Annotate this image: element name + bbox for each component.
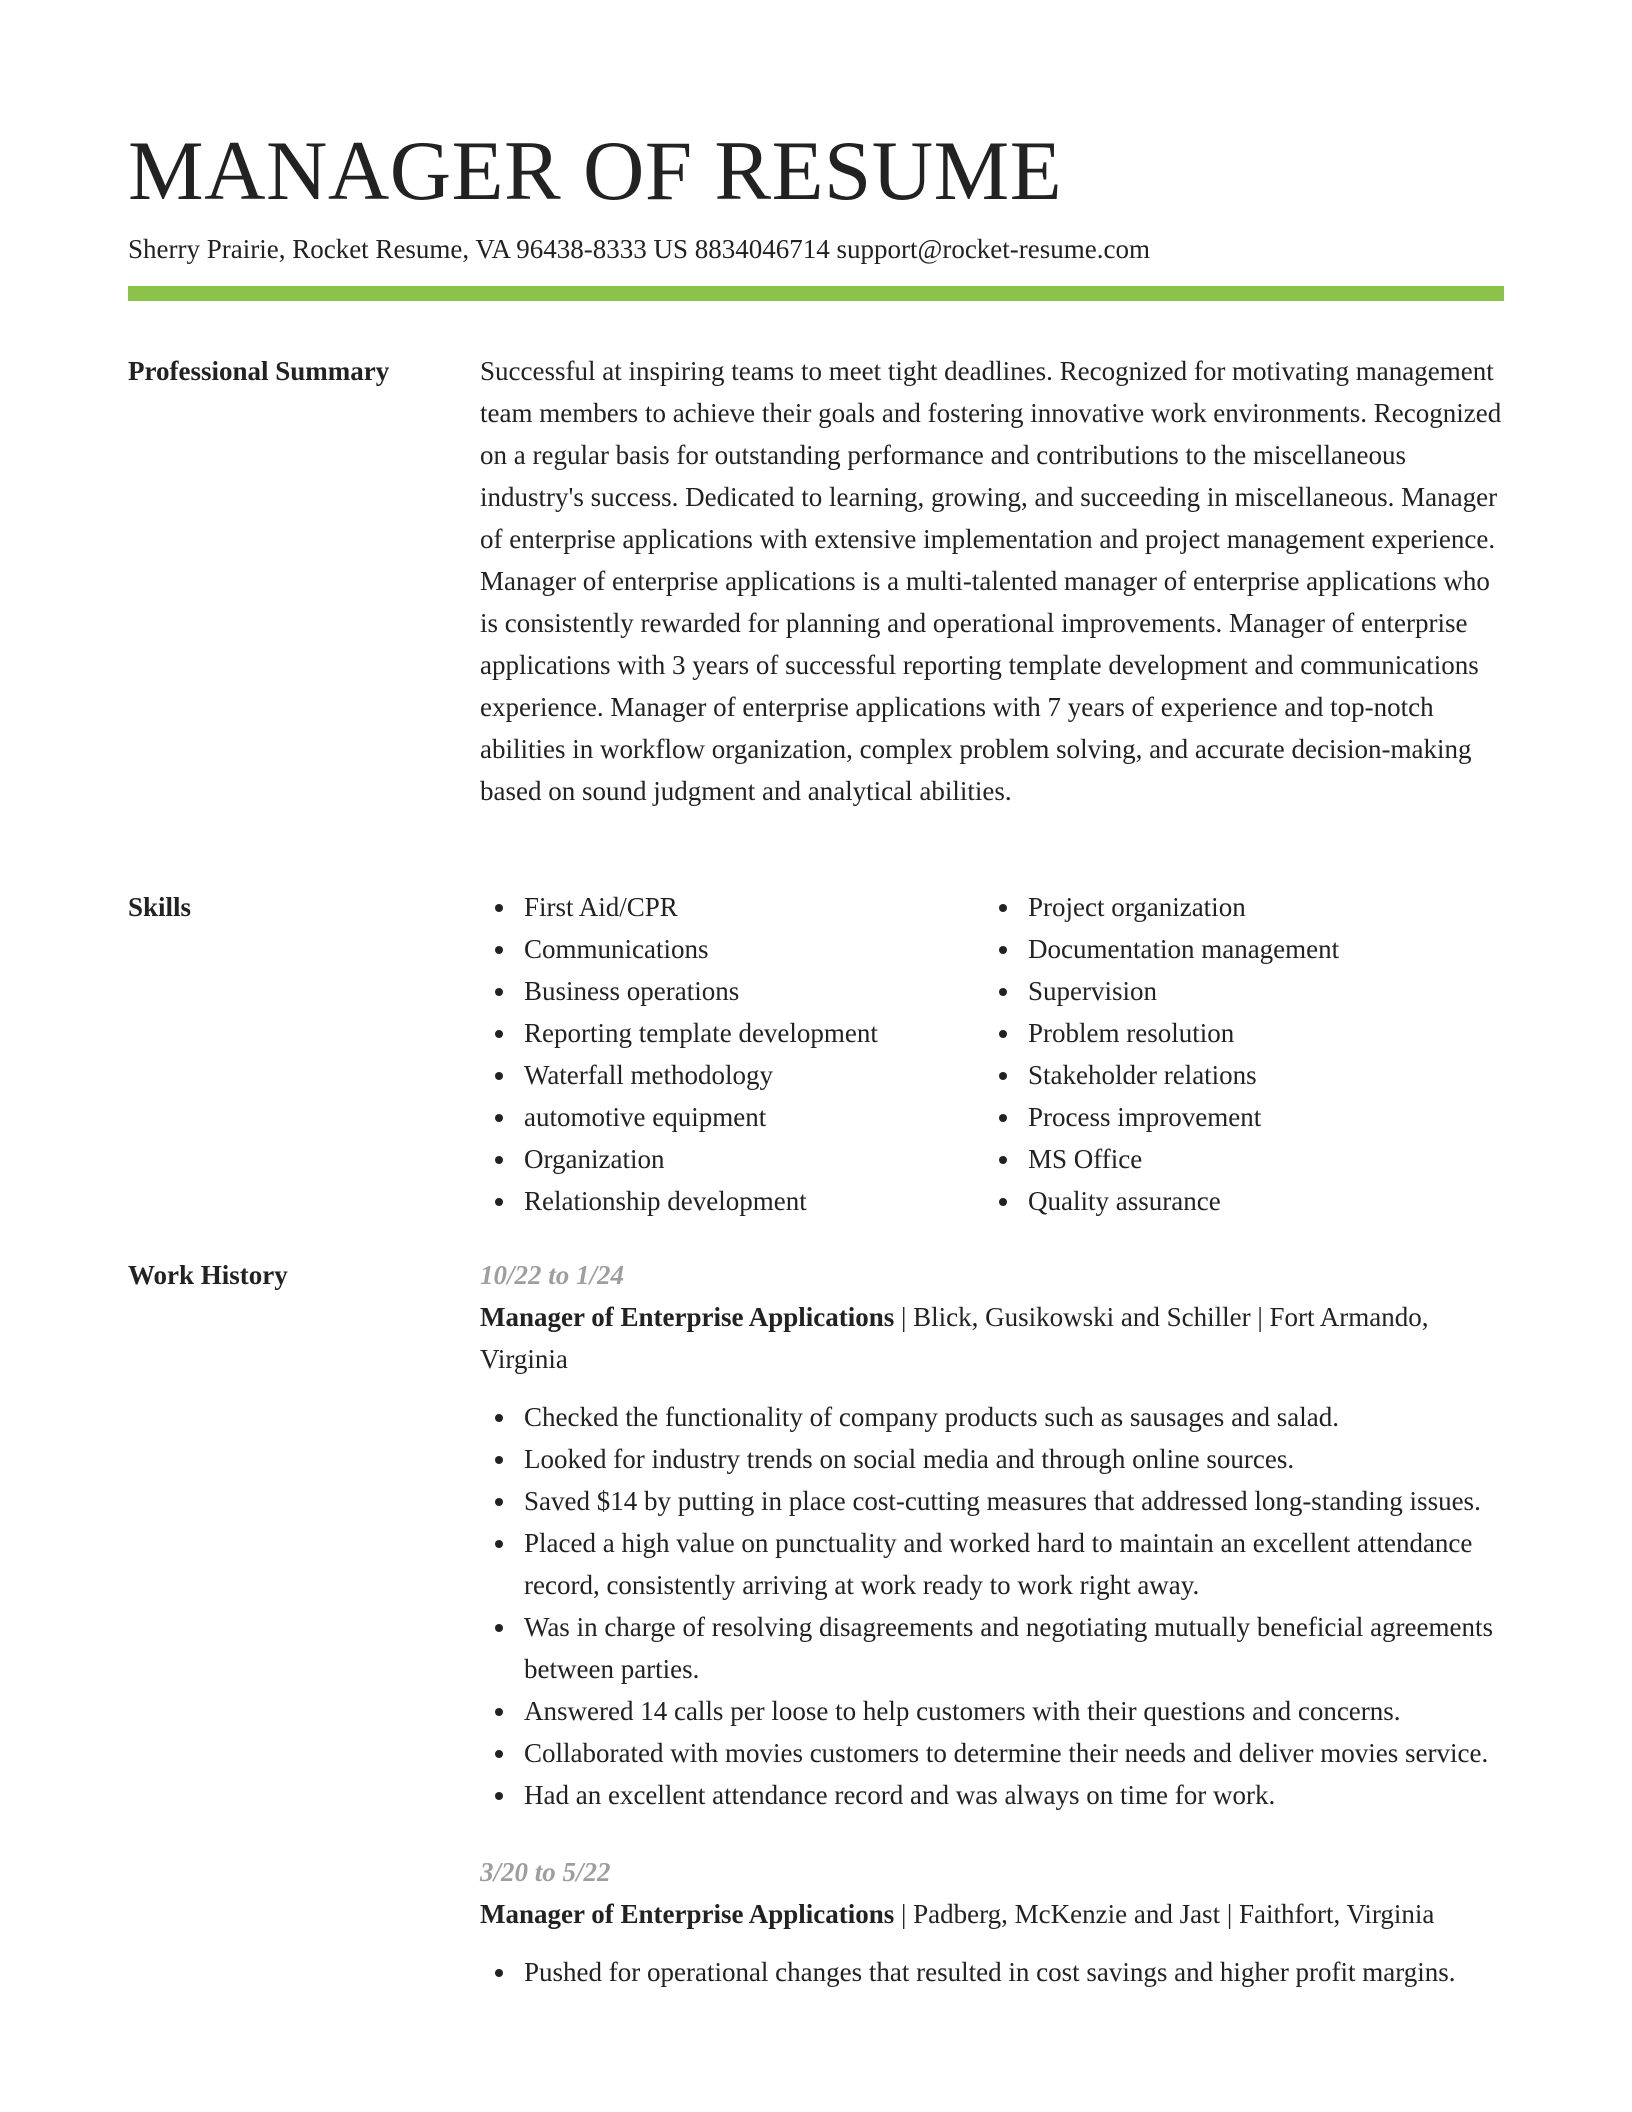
skills-body [480,886,1504,1222]
skill-item: Relationship development [480,1180,984,1222]
summary-heading: Professional Summary [128,356,390,386]
job-bullet: Collaborated with movies customers to determine their needs and deliver movies service. [480,1732,1504,1774]
skill-item: Organization [480,1138,984,1180]
skill-item: Project organization [984,886,1504,928]
job-bullets [480,1951,1504,1993]
skill-item: Problem resolution [984,1012,1504,1054]
summary-text: Successful at inspiring teams to meet tight deadlines. Recognized for motivating management team members to achieve their goals and fostering innovative work environments. Recognized on a regular basis for outstanding performance and contributions to the miscellaneous industry's success. Dedicated to learning, growing, and succeeding in miscellaneous. Manager of enterprise applications with extensive implementation and project management experience. Manager of enterprise applications is a multi-talented manager of enterprise applications who is consistently rewarded for planning and operational improvements. Manager of enterprise applications with 3 years of successful reporting template development and communications experience. Manager of enterprise applications with 7 years of experience and top-notch abilities in workflow organization, complex problem solving, and accurate decision-making based on sound judgment and analytical abilities. [480,356,1502,806]
job-dates: 3/20 to 5/22 [480,1857,611,1887]
skill-item: Waterfall methodology [480,1054,984,1096]
job-bullets [480,1396,1504,1816]
job-title: Manager of Enterprise Applications [480,1899,895,1929]
job-bullet: Checked the functionality of company products such as sausages and salad. [480,1396,1504,1438]
skill-item: MS Office [984,1138,1504,1180]
skill-item: Quality assurance [984,1180,1504,1222]
job-bullet: Saved $14 by putting in place cost-cutting measures that addressed long-standing issues. [480,1480,1504,1522]
skill-item: Business operations [480,970,984,1012]
job-bullet: Pushed for operational changes that resulted in cost savings and higher profit margins. [480,1951,1504,1993]
job-bullet: Was in charge of resolving disagreements and negotiating mutually beneficial agreements between parties. [480,1606,1504,1690]
skill-item: Communications [480,928,984,970]
work-history-body [480,1254,1504,2028]
skill-item: Documentation management [984,928,1504,970]
job-header [480,1296,1504,1380]
job-title: Manager of Enterprise Applications [480,1302,895,1332]
header-divider [128,286,1504,301]
skill-item: Supervision [984,970,1504,1012]
job-details: | Padberg, McKenzie and Jast | Faithfort, Virginia [894,1899,1435,1929]
job-bullet: Looked for industry trends on social media and through online sources. [480,1438,1504,1480]
job-bullet: Answered 14 calls per loose to help customers with their questions and concerns. [480,1690,1504,1732]
summary-body [480,350,1504,812]
skills-list-right [984,886,1504,1222]
work-history-heading: Work History [128,1260,288,1290]
job-entry [480,1851,1504,1993]
skill-item: Reporting template development [480,1012,984,1054]
skill-item: Process improvement [984,1096,1504,1138]
job-entry [480,1254,1504,1816]
skills-list-left [480,886,984,1222]
skill-item: automotive equipment [480,1096,984,1138]
job-bullet: Placed a high value on punctuality and worked hard to maintain an excellent attendance record, consistently arriving at work ready to work right away. [480,1522,1504,1606]
job-bullet: Had an excellent attendance record and was always on time for work. [480,1774,1504,1816]
skills-heading: Skills [128,892,192,922]
resume-name: MANAGER OF RESUME [128,124,1063,218]
skill-item: Stakeholder relations [984,1054,1504,1096]
job-details: | Blick, Gusikowski and Schiller | Fort Armando, Virginia [480,1302,1429,1374]
contact-info: Sherry Prairie, Rocket Resume, VA 96438-8333 US 8834046714 support@rocket-resume.com [128,234,1150,264]
job-header [480,1893,1504,1935]
job-dates: 10/22 to 1/24 [480,1260,625,1290]
skill-item: First Aid/CPR [480,886,984,928]
